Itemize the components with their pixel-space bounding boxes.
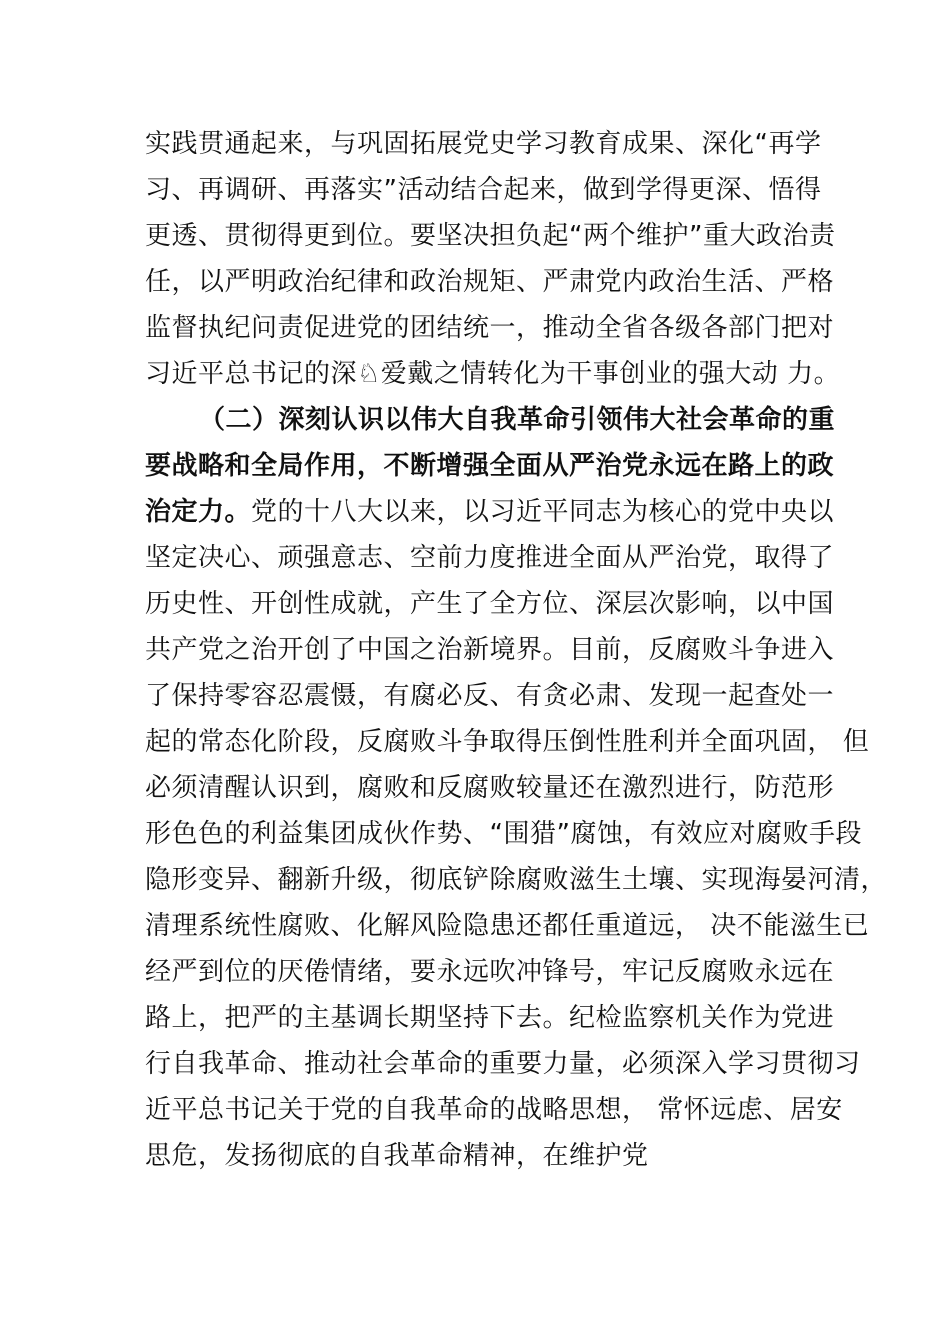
text-line: 坚定决心、顽强意志、空前力度推进全面从严治党，取得了 bbox=[145, 543, 835, 573]
text-line: 必须清醒认识到，腐败和反腐败较量还在激烈进行，防范形 bbox=[145, 773, 835, 803]
text-line: 形色色的利益集团成伙作势、“围猎”腐蚀，有效应对腐败手段 bbox=[145, 819, 862, 849]
text-line: 隐形变异、翻新升级，彻底铲除腐败滋生土壤、实现海晏河清， bbox=[145, 865, 888, 895]
paragraph-start: 党的十八大以来，以习近平同志为核心的党中央以 bbox=[251, 497, 835, 527]
text-line: 共产党之治开创了中国之治新境界。目前，反腐败斗争进入 bbox=[145, 635, 835, 665]
section-heading: （二）深刻认识以伟大自我革命引领伟大社会革命的重 bbox=[199, 405, 836, 435]
text-line: 监督执纪问责促进党的团结统一，推动全省各级各部门把对 bbox=[145, 313, 835, 343]
text-line: 习近平总书记的深♘爱戴之情转化为干事创业的强大动 力。 bbox=[145, 359, 841, 389]
text-line: 历史性、开创性成就，产生了全方位、深层次影响，以中国 bbox=[145, 589, 835, 619]
text-line: 任，以严明政治纪律和政治规矩、严肃党内政治生活、严格 bbox=[145, 267, 835, 297]
text-line: 路上，把严的主基调长期坚持下去。纪检监察机关作为党进 bbox=[145, 1003, 835, 1033]
text-line: 近平总书记关于党的自我革命的战略思想， 常怀远虑、居安 bbox=[145, 1095, 843, 1125]
text-line: 习、再调研、再落实”活动结合起来，做到学得更深、悟得 bbox=[145, 175, 822, 205]
text-line: 起的常态化阶段，反腐败斗争取得压倒性胜利并全面巩固， 但 bbox=[145, 727, 870, 757]
text-line: 思危，发扬彻底的自我革命精神，在维护党 bbox=[145, 1141, 649, 1171]
section-heading-end: 治定力。 bbox=[145, 497, 252, 527]
section-heading: 要战略和全局作用，不断增强全面从严治党永远在路上的政 bbox=[145, 451, 835, 481]
text-line bbox=[145, 489, 834, 535]
text-line: 清理系统性腐败、化解风险隐患还都任重道远， 决不能滋生已 bbox=[145, 911, 870, 941]
text-line: 更透、贯彻得更到位。要坚决担负起“两个维护”重大政治责 bbox=[145, 221, 836, 251]
text-line: 行自我革命、推动社会革命的重要力量，必须深入学习贯彻习 bbox=[145, 1049, 861, 1079]
text-line: 了保持零容忍震慑，有腐必反、有贪必肃、发现一起查处一 bbox=[145, 681, 835, 711]
text-line: 经严到位的厌倦情绪，要永远吹冲锋号，牢记反腐败永远在 bbox=[145, 957, 835, 987]
text-line: 实践贯通起来，与巩固拓展党史学习教育成果、深化“再学 bbox=[145, 129, 822, 159]
